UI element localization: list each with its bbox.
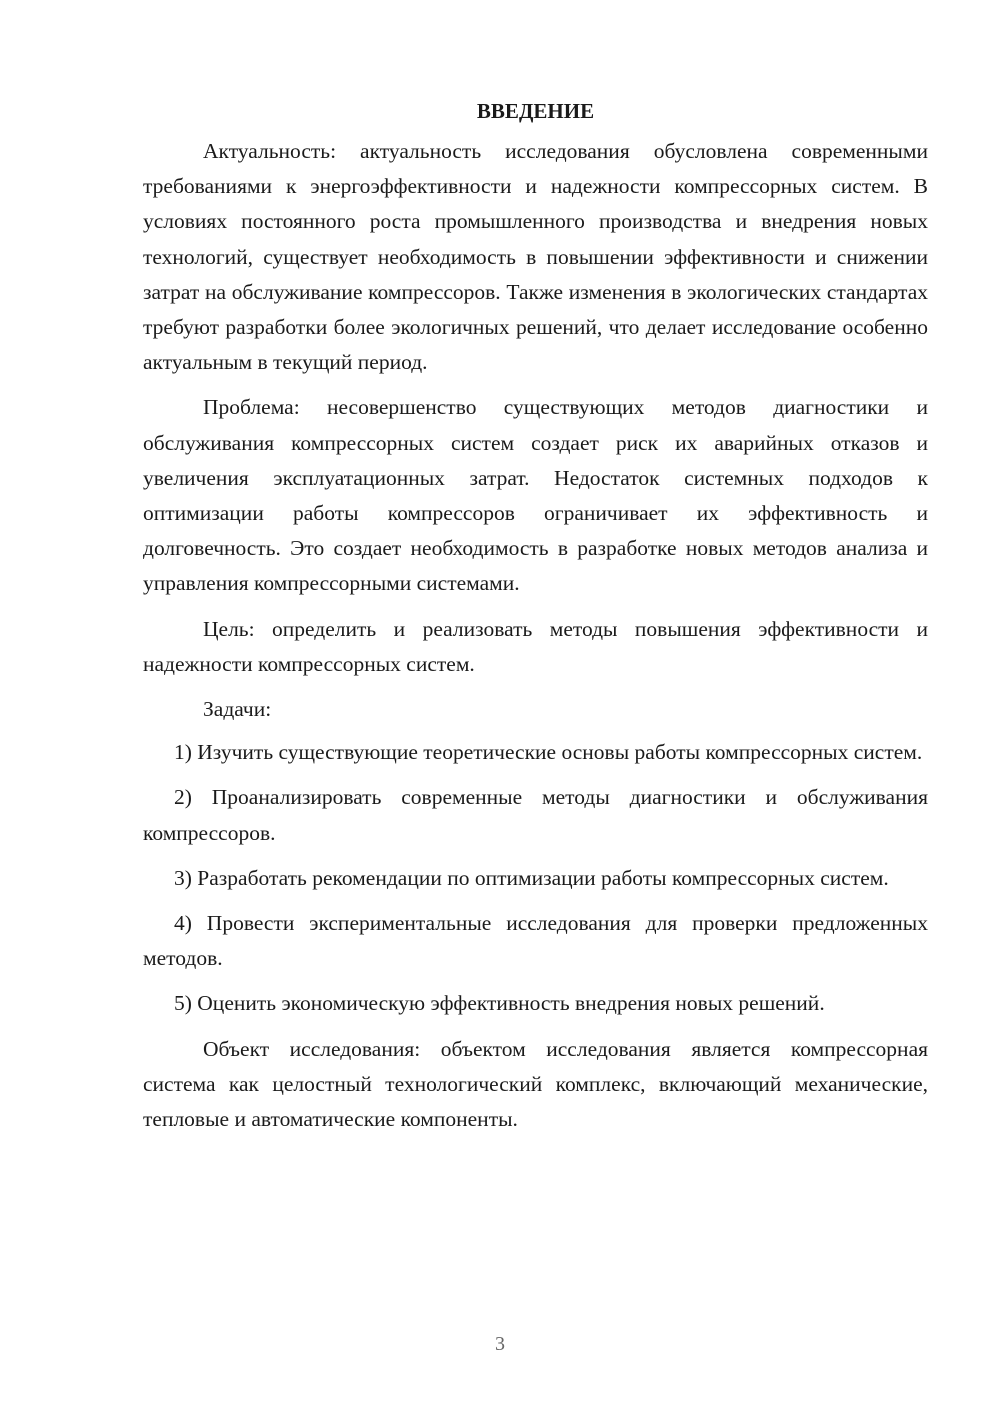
paragraph-tasks-heading: Задачи: xyxy=(203,697,272,722)
task-item-2: 2) Проанализировать современные методы диагностики и обслуживания компрессоров. xyxy=(143,785,928,845)
paragraph-problem: Проблема: несовершенство существующих методов диагностики и обслуживания компрессорных систем создает риск их аварийных отказов и увеличения эксплуатационных затрат. Недостаток системных подходов к оптимизации работы компрессоров ограничивает их эффективность и долговечность. Это создает необходимость в разработке новых методов анализа и управления компрессорными системами. xyxy=(143,395,928,596)
page-number: 3 xyxy=(495,1333,505,1355)
paragraph-relevance: Актуальность: актуальность исследования обусловлена современными требованиями к энергоэффективности и надежности компрессорных систем. В условиях постоянного роста промышленного производства и внедрения новых технологий, существует необходимость в повышении эффективности и снижении затрат на обслуживание компрессоров. Также изменения в экологических стандартах требуют разработки более экологичных решений, что делает исследование особенно актуальным в текущий период. xyxy=(143,139,928,375)
task-item-1: 1) Изучить существующие теоретические основы работы компрессорных систем. xyxy=(174,740,923,765)
task-item-5: 5) Оценить экономическую эффективность внедрения новых решений. xyxy=(174,991,825,1016)
section-title: ВВЕДЕНИЕ xyxy=(476,99,595,123)
paragraph-goal: Цель: определить и реализовать методы повышения эффективности и надежности компрессорных систем. xyxy=(143,616,928,676)
document-page xyxy=(143,96,928,1137)
paragraph-object: Объект исследования: объектом исследования является компрессорная система как целостный технологический комплекс, включающий механические, тепловые и автоматические компоненты. xyxy=(143,1036,928,1132)
task-item-3: 3) Разработать рекомендации по оптимизации работы компрессорных систем. xyxy=(174,865,889,890)
task-item-4: 4) Провести экспериментальные исследования для проверки предложенных методов. xyxy=(143,911,928,971)
